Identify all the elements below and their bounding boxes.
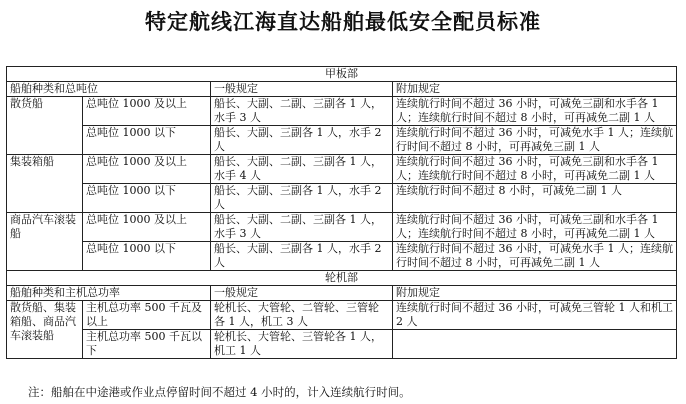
table-row	[7, 97, 677, 126]
table-row	[7, 301, 677, 330]
tonnage-cell: 总吨位 1000 及以上	[83, 97, 211, 126]
tonnage-cell: 总吨位 1000 及以上	[83, 155, 211, 184]
page-title: 特定航线江海直达船舶最低安全配员标准	[145, 9, 541, 34]
general-rule-cell: 船长、大副、二副、三副各 1 人，水手 3 人	[211, 213, 393, 242]
additional-rule-cell: 连续航行时间不超过 36 小时，可减免水手 1 人；连续航行时间不超过 8 小时，可再减免三副 1 人	[393, 126, 677, 155]
footnote: 注：船舶在中途港或作业点停留时间不超过 4 小时的，计入连续航行时间。	[28, 385, 411, 399]
ship-type-cell: 商品汽车滚装船	[7, 213, 83, 271]
general-rule-cell: 轮机长、大管轮、三管轮各 1 人，机工 1 人	[211, 330, 393, 359]
engine-header-row	[7, 286, 677, 301]
general-rule-cell: 船长、大副、二副、三副各 1 人，水手 3 人	[211, 97, 393, 126]
table-row	[7, 126, 677, 155]
general-rule-cell: 船长、大副、二副、三副各 1 人，水手 4 人	[211, 155, 393, 184]
deck-section-row	[7, 67, 677, 82]
additional-rule-cell: 连续航行时间不超过 36 小时，可减免三副和水手各 1 人；连续航行时间不超过 8 小时，可再减免二副 1 人	[393, 213, 677, 242]
manning-table	[6, 66, 677, 359]
ship-type-cell: 集装箱船	[7, 155, 83, 213]
deck-header-additional: 附加规定	[393, 82, 677, 97]
table-row	[7, 184, 677, 213]
additional-rule-cell: 连续航行时间不超过 36 小时，可减免三管轮 1 人和机工 2 人	[393, 301, 677, 330]
tonnage-cell: 总吨位 1000 以下	[83, 126, 211, 155]
deck-header-category: 船舶种类和总吨位	[7, 82, 211, 97]
engine-header-general: 一般规定	[211, 286, 393, 301]
power-cell: 主机总功率 500 千瓦及以上	[83, 301, 211, 330]
engine-section-label: 轮机部	[7, 271, 677, 286]
ship-type-cell: 散货船、集装箱船、商品汽车滚装船	[7, 301, 83, 359]
engine-header-additional: 附加规定	[393, 286, 677, 301]
additional-rule-cell: 连续航行时间不超过 36 小时，可减免水手 1 人；连续航行时间不超过 8 小时，可再减免二副 1 人	[393, 242, 677, 271]
engine-header-category: 船舶种类和主机总功率	[7, 286, 211, 301]
tonnage-cell: 总吨位 1000 以下	[83, 242, 211, 271]
deck-header-general: 一般规定	[211, 82, 393, 97]
ship-type-cell: 散货船	[7, 97, 83, 155]
power-cell: 主机总功率 500 千瓦以下	[83, 330, 211, 359]
table-row	[7, 213, 677, 242]
deck-section-label: 甲板部	[7, 67, 677, 82]
additional-rule-cell: 连续航行时间不超过 36 小时，可减免三副和水手各 1 人；连续航行时间不超过 8 小时，可再减免二副 1 人	[393, 97, 677, 126]
general-rule-cell: 轮机长、大管轮、二管轮、三管轮各 1 人，机工 3 人	[211, 301, 393, 330]
additional-rule-cell: 连续航行时间不超过 36 小时，可减免三副和水手各 1 人；连续航行时间不超过 8 小时，可再减免二副 1 人	[393, 155, 677, 184]
table-row	[7, 330, 677, 359]
additional-rule-cell: 连续航行时间不超过 8 小时，可减免二副 1 人	[393, 184, 677, 213]
additional-rule-cell	[393, 330, 677, 359]
table-row	[7, 242, 677, 271]
tonnage-cell: 总吨位 1000 及以上	[83, 213, 211, 242]
table-row	[7, 155, 677, 184]
general-rule-cell: 船长、大副、三副各 1 人，水手 2 人	[211, 126, 393, 155]
deck-header-row	[7, 82, 677, 97]
general-rule-cell: 船长、大副、三副各 1 人，水手 2 人	[211, 242, 393, 271]
engine-section-row	[7, 271, 677, 286]
tonnage-cell: 总吨位 1000 以下	[83, 184, 211, 213]
general-rule-cell: 船长、大副、三副各 1 人，水手 2 人	[211, 184, 393, 213]
